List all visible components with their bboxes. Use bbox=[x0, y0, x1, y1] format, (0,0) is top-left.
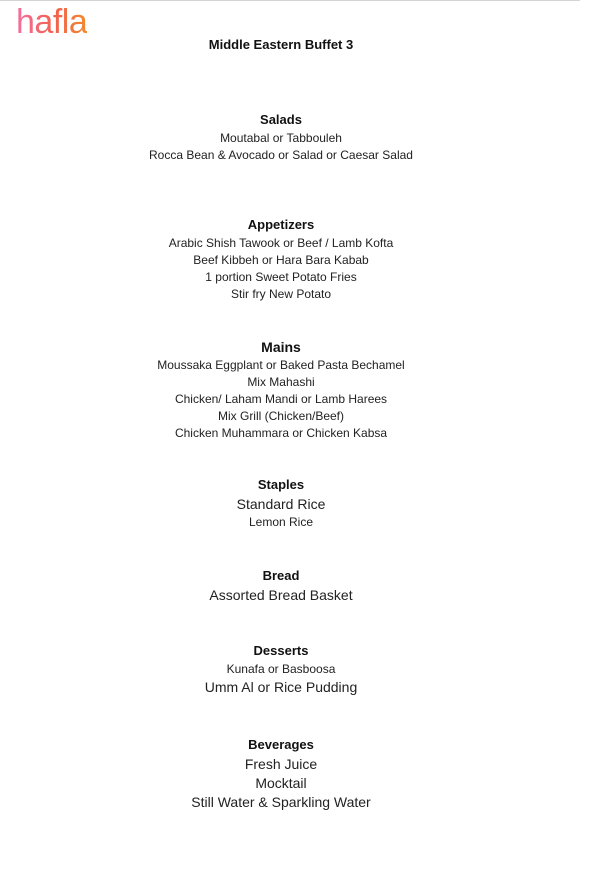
section-desserts bbox=[0, 643, 562, 697]
section-heading-bread: Bread bbox=[262, 568, 300, 583]
hafla-logo: hafla bbox=[16, 3, 88, 41]
section-heading-desserts: Desserts bbox=[253, 643, 309, 658]
menu-item: Moutabal or Tabbouleh bbox=[220, 131, 342, 145]
menu-item: Umm Al or Rice Pudding bbox=[204, 679, 358, 695]
menu-item: Beef Kibbeh or Hara Bara Kabab bbox=[193, 253, 369, 267]
menu-item: Moussaka Eggplant or Baked Pasta Bechamel bbox=[157, 358, 405, 372]
section-beverages bbox=[0, 737, 562, 812]
section-staples bbox=[0, 477, 562, 531]
section-mains bbox=[0, 339, 562, 442]
menu-item: Mix Grill (Chicken/Beef) bbox=[217, 409, 345, 423]
menu-item: Arabic Shish Tawook or Beef / Lamb Kofta bbox=[168, 236, 394, 250]
menu-item: Assorted Bread Basket bbox=[209, 587, 353, 603]
section-bread bbox=[0, 568, 562, 605]
section-heading-mains: Mains bbox=[261, 339, 301, 355]
menu-item: Mix Mahashi bbox=[247, 375, 315, 389]
menu-item: Chicken/ Laham Mandi or Lamb Harees bbox=[174, 392, 388, 406]
menu-item: Fresh Juice bbox=[244, 756, 318, 772]
section-heading-beverages: Beverages bbox=[248, 737, 314, 752]
menu-item: Lemon Rice bbox=[248, 515, 314, 529]
menu-item: Stir fry New Potato bbox=[230, 287, 332, 301]
section-salads bbox=[0, 112, 562, 164]
menu-title: Middle Eastern Buffet 3 bbox=[208, 37, 354, 52]
section-appetizers bbox=[0, 217, 562, 303]
menu-item: Rocca Bean & Avocado or Salad or Caesar Salad bbox=[149, 148, 413, 162]
top-divider bbox=[0, 0, 580, 1]
menu-item: Kunafa or Basboosa bbox=[226, 662, 336, 676]
section-heading-salads: Salads bbox=[260, 112, 302, 127]
menu-item: 1 portion Sweet Potato Fries bbox=[205, 270, 357, 284]
menu-item: Still Water & Sparkling Water bbox=[191, 794, 371, 810]
section-heading-appetizers: Appetizers bbox=[247, 217, 315, 232]
menu-item: Standard Rice bbox=[236, 496, 326, 512]
menu-item: Mocktail bbox=[255, 775, 307, 791]
section-heading-staples: Staples bbox=[257, 477, 305, 492]
menu-item: Chicken Muhammara or Chicken Kabsa bbox=[174, 426, 388, 440]
